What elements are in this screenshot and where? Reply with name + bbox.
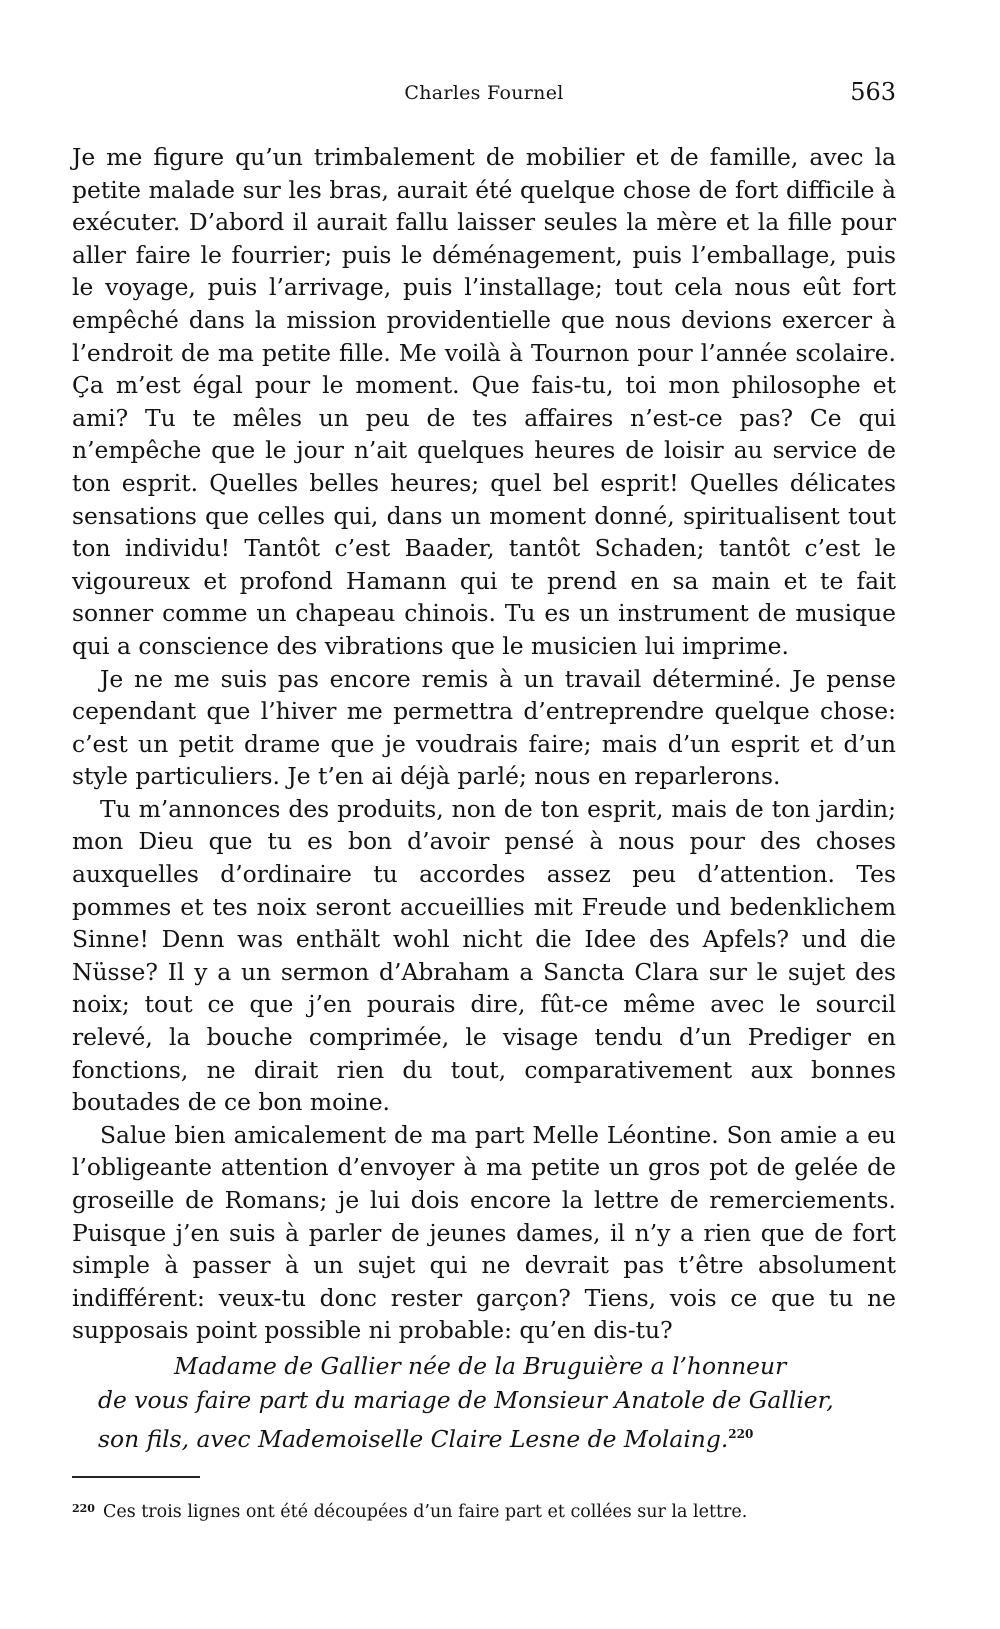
paragraph-3: Tu m’annonces des produits, non de ton esprit, mais de ton jardin; mon Dieu que tu es bon d’avoir pensé à nous pour des choses auxquelles d’ordinaire tu accordes assez peu d’attention. Tes pommes et tes noix seront accueillies mit Freude und bedenklichem Sinne! Denn was enthält wohl nicht die Idee des Apfels? und die Nüsse? Il y a un sermon d’Abraham a Sancta Clara sur le sujet des noix; tout ce que j’en pourais dire, fût-ce même avec le sourcil relevé, la bouche comprimée, le visage tendu d’un Prediger en fonctions, ne dirait rien du tout, comparativement aux bonnes boutades de ce bon moine. xyxy=(72,794,896,1117)
paragraph-1: Je me figure qu’un trimbalement de mobilier et de famille, avec la petite malade sur les bras, aurait été quelque chose de fort difficile à exécuter. D’abord il aurait fallu laisser seules la mère et la fille pour aller faire le fourrier; puis le déménagement, puis l’emballage, puis le voyage, puis l’arrivage, puis l’installage; tout cela nous eût fort empêché dans la mission providentielle que nous devions exercer à l’endroit de ma petite fille. Me voilà à Tournon pour l’année scolaire. Ça m’est égal pour le moment. Que fais-tu, toi mon philosophe et ami? Tu te mêles un peu de tes affaires n’est-ce pas? Ce qui n’empêche que le jour n’ait quelques heures de loisir au service de ton esprit. Quelles belles heures; quel bel esprit! Quelles délicates sensations que celles qui, dans un moment donné, spiritualisent tout ton individu! Tantôt c’est Baader, tantôt Schaden; tantôt c’est le vigoureux et profond Hamann qui te prend en sa main et te fait sonner comme un chapeau chinois. Tu es un instrument de musique qui a conscience des vibrations que le musicien lui imprime. xyxy=(72,143,896,660)
footnote xyxy=(72,1498,896,1523)
footnote-text: Ces trois lignes ont été découpées d’un faire part et collées sur la lettre. xyxy=(102,1502,748,1522)
body-text xyxy=(72,141,896,1456)
page-number: 563 xyxy=(850,78,896,106)
footnote-divider xyxy=(72,1476,200,1478)
wedding-announcement-quote xyxy=(72,1349,896,1456)
paragraph-4: Salue bien amicalement de ma part Melle Léontine. Son amie a eu l’obligeante attention d’envoyer à ma petite un gros pot de gelée de groseille de Romans; je lui dois encore la lettre de remerciements. Puisque j’en suis à parler de jeunes dames, il n’y a rien que de fort simple à passer à un sujet qui ne devrait pas t’être absolument indifférent: veux-tu donc rester garçon? Tiens, vois ce que tu ne supposais point possible ni probable: qu’en dis-tu? xyxy=(72,1120,896,1345)
paragraph-2: Je ne me suis pas encore remis à un travail déterminé. Je pense cependant que l’hiver me permettra d’entreprendre quelque chose: c’est un petit drame que je voudrais faire; mais d’un esprit et d’un style particuliers. Je t’en ai déjà parlé; nous en reparlerons. xyxy=(72,664,896,791)
footnote-number: 220 xyxy=(72,1502,95,1515)
quote-line-3: son fils, avec Mademoiselle Claire Lesne de Molaing. xyxy=(98,1424,729,1453)
quote-line-1: Madame de Gallier née de la Bruguière a l’honneur xyxy=(174,1351,787,1380)
running-title: Charles Fournel xyxy=(404,82,564,104)
page-header xyxy=(72,78,896,114)
quote-line-3-wrapper xyxy=(72,1417,896,1456)
footnote-reference[interactable]: 220 xyxy=(728,1426,754,1441)
quote-line-2: de vous faire part du mariage de Monsieur Anatole de Gallier, xyxy=(98,1385,834,1414)
